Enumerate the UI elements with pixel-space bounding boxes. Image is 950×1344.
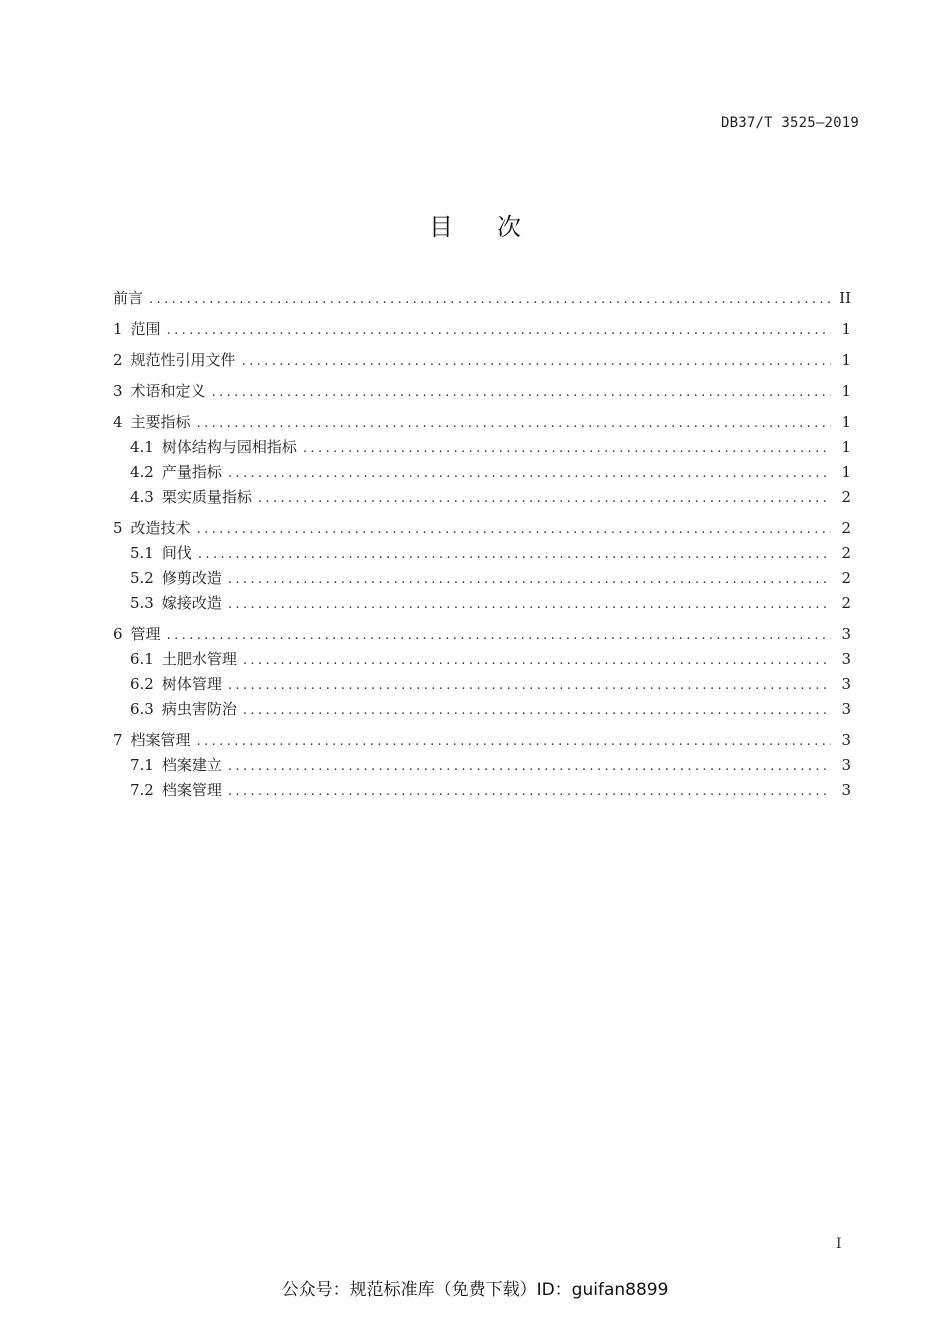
toc-entry-text: 档案建立 <box>161 756 222 774</box>
toc-entry-label <box>130 778 222 803</box>
toc-entry-text: 产量指标 <box>161 463 222 481</box>
toc-entry-page: 1 <box>841 413 851 431</box>
toc-entry-text: 规范性引用文件 <box>130 351 236 369</box>
toc-entry-number: 3 <box>113 382 123 400</box>
toc-entry-page: 3 <box>841 625 851 643</box>
toc-entry-number: 7.1 <box>130 756 154 774</box>
toc-entry-page: 2 <box>841 544 851 562</box>
toc-entry-text: 病虫害防治 <box>161 700 237 718</box>
toc-entry-label <box>130 647 237 672</box>
toc-leader-dots <box>198 542 831 567</box>
toc-entry-label <box>130 541 192 566</box>
toc-entry[interactable] <box>113 379 851 404</box>
toc-entry[interactable] <box>113 435 851 460</box>
toc-entry-label <box>130 485 252 510</box>
page-title: 目次 <box>429 213 565 241</box>
toc-entry-text: 范围 <box>130 320 161 338</box>
toc-entry[interactable] <box>113 541 851 566</box>
toc-entry-label <box>130 566 222 591</box>
toc-entry-label <box>130 435 297 460</box>
toc-entry-page: II <box>839 289 851 307</box>
toc-entry-page: 1 <box>841 382 851 400</box>
toc-entry-number: 4.3 <box>130 488 154 506</box>
toc-leader-dots <box>197 729 831 754</box>
toc-entry-label <box>113 379 206 404</box>
toc-entry-label <box>130 697 237 722</box>
toc-entry-label <box>113 286 143 311</box>
toc-leader-dots <box>197 411 831 436</box>
toc-entry-label <box>130 672 222 697</box>
toc-entry-number: 5.2 <box>130 569 154 587</box>
toc-entry-number: 5.3 <box>130 594 154 612</box>
toc-entry-label <box>130 460 222 485</box>
toc-entry-page: 1 <box>841 320 851 338</box>
toc-entry-page: 3 <box>841 731 851 749</box>
toc-entry-label <box>130 753 222 778</box>
toc-entry[interactable] <box>113 778 851 803</box>
toc-entry-text: 修剪改造 <box>161 569 222 587</box>
toc-leader-dots <box>228 673 831 698</box>
toc-entry-page: 1 <box>841 463 851 481</box>
toc-leader-dots <box>167 623 831 648</box>
toc-entry-label <box>113 410 191 435</box>
toc-entry-text: 树体结构与园相指标 <box>161 438 297 456</box>
toc-entry-page: 2 <box>841 519 851 537</box>
toc-entry-number: 1 <box>113 320 123 338</box>
page-number: I <box>836 1236 842 1252</box>
toc-entry-text: 土肥水管理 <box>161 650 237 668</box>
toc-entry-text: 术语和定义 <box>130 382 206 400</box>
toc-entry-label <box>113 317 161 342</box>
toc-entry-page: 2 <box>841 488 851 506</box>
toc-leader-dots <box>243 698 831 723</box>
toc-entry-number: 6 <box>113 625 123 643</box>
toc-entry-text: 档案管理 <box>161 781 222 799</box>
toc-entry-label <box>113 516 191 541</box>
toc-entry[interactable] <box>113 286 851 311</box>
toc-entry-label <box>130 591 222 616</box>
toc-entry[interactable] <box>113 566 851 591</box>
toc-leader-dots <box>243 648 831 673</box>
toc-entry-number: 5.1 <box>130 544 154 562</box>
toc-leader-dots <box>228 754 831 779</box>
toc-entry-text: 间伐 <box>161 544 192 562</box>
toc-entry[interactable] <box>113 753 851 778</box>
toc-entry-number: 5 <box>113 519 123 537</box>
toc-entry-page: 1 <box>841 438 851 456</box>
toc-entry[interactable] <box>113 460 851 485</box>
toc-leader-dots <box>149 287 831 312</box>
toc-entry-page: 3 <box>841 700 851 718</box>
toc-entry-page: 3 <box>841 650 851 668</box>
toc-leader-dots <box>258 486 831 511</box>
toc-entry-number: 6.3 <box>130 700 154 718</box>
toc-entry-label <box>113 728 191 753</box>
toc-entry[interactable] <box>113 591 851 616</box>
toc-entry-number: 4 <box>113 413 123 431</box>
toc-entry[interactable] <box>113 672 851 697</box>
toc-entry[interactable] <box>113 516 851 541</box>
toc-entry-page: 2 <box>841 569 851 587</box>
toc-leader-dots <box>303 436 831 461</box>
toc-entry[interactable] <box>113 317 851 342</box>
toc-entry[interactable] <box>113 622 851 647</box>
toc-entry[interactable] <box>113 348 851 373</box>
toc-entry-number: 7.2 <box>130 781 154 799</box>
toc-entry-text: 前言 <box>113 289 144 307</box>
toc-leader-dots <box>228 567 831 592</box>
toc-entry-text: 主要指标 <box>130 413 191 431</box>
toc-entry-text: 嫁接改造 <box>161 594 222 612</box>
toc-leader-dots <box>167 318 831 343</box>
toc-entry-text: 树体管理 <box>161 675 222 693</box>
toc-entry[interactable] <box>113 697 851 722</box>
toc-entry-text: 管理 <box>130 625 161 643</box>
document-code: DB37/T 3525—2019 <box>720 115 859 131</box>
toc-entry-number: 4.2 <box>130 463 154 481</box>
toc-entry-text: 改造技术 <box>130 519 191 537</box>
toc-entry-page: 2 <box>841 594 851 612</box>
toc-leader-dots <box>228 779 831 804</box>
toc-entry[interactable] <box>113 485 851 510</box>
toc-entry-number: 6.1 <box>130 650 154 668</box>
toc-entry[interactable] <box>113 647 851 672</box>
toc-entry-number: 6.2 <box>130 675 154 693</box>
toc-entry[interactable] <box>113 728 851 753</box>
table-of-contents <box>113 286 851 803</box>
toc-entry-text: 栗实质量指标 <box>161 488 252 506</box>
toc-entry-number: 4.1 <box>130 438 154 456</box>
toc-entry-label <box>113 348 236 373</box>
toc-leader-dots <box>228 461 831 486</box>
toc-entry-page: 3 <box>841 781 851 799</box>
toc-leader-dots <box>228 592 831 617</box>
toc-entry-number: 7 <box>113 731 123 749</box>
toc-entry-page: 3 <box>841 756 851 774</box>
toc-leader-dots <box>212 380 831 405</box>
toc-leader-dots <box>242 349 831 374</box>
toc-entry-text: 档案管理 <box>130 731 191 749</box>
toc-entry-page: 3 <box>841 675 851 693</box>
toc-entry-number: 2 <box>113 351 123 369</box>
watermark-text: 公众号：规范标准库（免费下载）ID：guifan8899 <box>281 1280 669 1300</box>
toc-entry-label <box>113 622 161 647</box>
toc-entry-page: 1 <box>841 351 851 369</box>
toc-entry[interactable] <box>113 410 851 435</box>
toc-leader-dots <box>197 517 831 542</box>
